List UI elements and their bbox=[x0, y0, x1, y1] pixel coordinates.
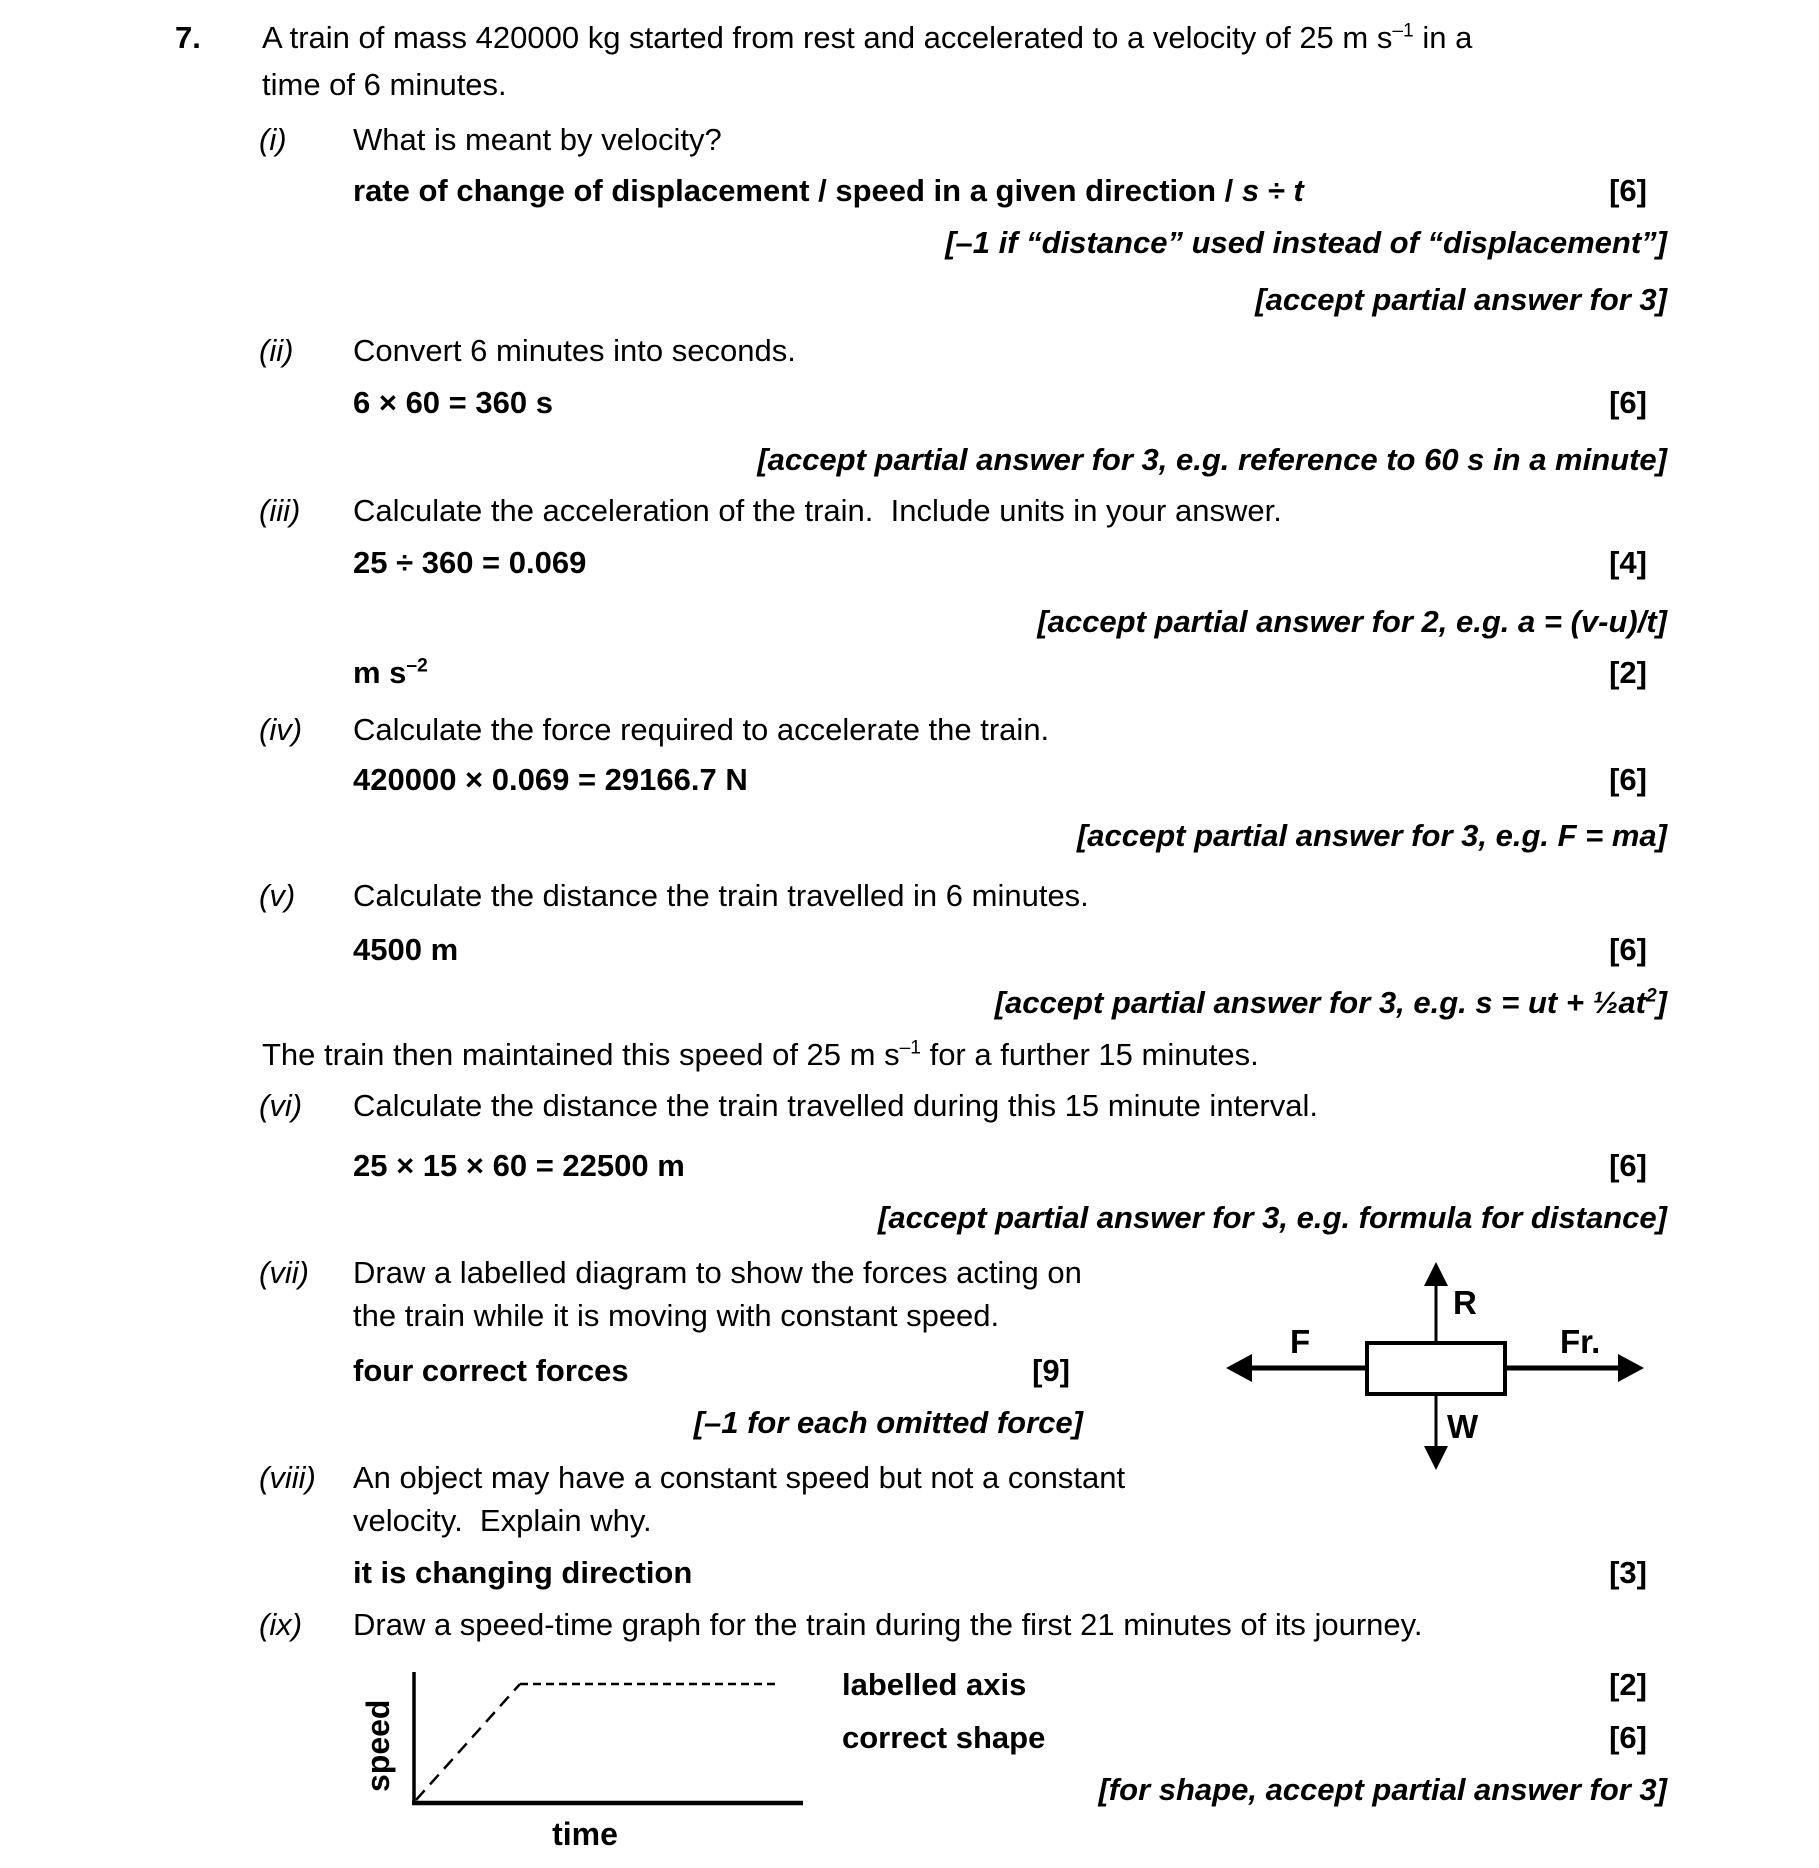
part-iv-answer: 420000 × 0.069 = 29166.7 N [6] bbox=[0, 761, 1819, 807]
part-viii-label: (viii) bbox=[259, 1460, 316, 1495]
driving-force-label: F bbox=[1290, 1323, 1311, 1360]
question-number: 7. bbox=[175, 20, 201, 55]
part-iii-note: [accept partial answer for 2, e.g. a = (v-u)/t] bbox=[1037, 604, 1667, 639]
x-axis-label: time bbox=[552, 1816, 618, 1852]
mark-badge: [6] bbox=[1609, 385, 1647, 420]
part-vi-label: (vi) bbox=[259, 1088, 303, 1123]
force-diagram-svg bbox=[1200, 1250, 1670, 1490]
question-intro-line1 bbox=[0, 19, 1819, 65]
part-ix-note: [for shape, accept partial answer for 3] bbox=[1098, 1772, 1667, 1807]
part-ii-note: [accept partial answer for 3, e.g. reference to 60 s in a minute] bbox=[757, 442, 1667, 477]
part-vii-question-line2: the train while it is moving with constant speed. bbox=[353, 1298, 1000, 1333]
part-iii-answer-units: m $s^{-2}$ [2] bbox=[0, 654, 1819, 700]
part-i-question: (i) What is meant by velocity? bbox=[0, 121, 1819, 167]
part-i-note2: [accept partial answer for 3] bbox=[1255, 282, 1667, 317]
part-viii-question-line1: (viii) An object may have a constant speed but not a constant bbox=[0, 1459, 1819, 1505]
force-diagram bbox=[1200, 1250, 1670, 1490]
mark-badge: [9] bbox=[1032, 1353, 1070, 1388]
mark-badge: [6] bbox=[1609, 1148, 1647, 1183]
friction-force-label: Fr. bbox=[1560, 1323, 1601, 1360]
part-vi-note: [accept partial answer for 3, e.g. formula for distance] bbox=[878, 1200, 1667, 1235]
intro-text-line1: A train of mass 420000 kg started from rest and accelerated to a velocity of 25 m $s^{-1}$ in a bbox=[262, 20, 1473, 55]
question-intro-line2: time of 6 minutes. bbox=[262, 67, 507, 102]
part-vii-note: [–1 for each omitted force] bbox=[693, 1405, 1083, 1440]
part-vii-question-line1: (vii) Draw a labelled diagram to show the forces acting on bbox=[0, 1254, 1819, 1300]
part-i-answer: rate of change of displacement / speed in a given direction / s ÷ t [6] bbox=[0, 172, 1819, 218]
part-ix-annotation1: labelled axis [2] bbox=[0, 1666, 1819, 1712]
part-viii-answer: it is changing direction [3] bbox=[0, 1554, 1819, 1600]
formula: s ÷ t bbox=[1241, 173, 1304, 208]
up-arrow-icon bbox=[1424, 1262, 1448, 1343]
y-axis-label: speed bbox=[360, 1699, 396, 1793]
mark-badge: [6] bbox=[1609, 932, 1647, 967]
part-v-label: (v) bbox=[259, 878, 296, 913]
part-iii-label: (iii) bbox=[259, 493, 301, 528]
mark-badge: [6] bbox=[1609, 762, 1647, 797]
part-ix-annotation2: correct shape [6] bbox=[0, 1719, 1819, 1765]
part-iii-answer: 25 ÷ 360 = 0.069 [4] bbox=[0, 544, 1819, 590]
part-v-note: [accept partial answer for 3, e.g. s = ut + $\frac{1}{2}at^2$] bbox=[994, 985, 1667, 1020]
part-vii-label: (vii) bbox=[259, 1255, 309, 1290]
mark-badge: [3] bbox=[1609, 1555, 1647, 1590]
part-vii-answer: four correct forces [9] bbox=[0, 1352, 1819, 1398]
part-ii-answer: 6 × 60 = 360 s [6] bbox=[0, 384, 1819, 430]
mark-badge: [6] bbox=[1609, 1720, 1647, 1755]
part-i-label: (i) bbox=[259, 122, 287, 157]
part-iv-label: (iv) bbox=[259, 712, 303, 747]
mark-badge: [6] bbox=[1609, 173, 1647, 208]
mark-badge: [2] bbox=[1609, 1667, 1647, 1702]
part-iii-question: (iii) Calculate the acceleration of the train. Include units in your answer. bbox=[0, 492, 1819, 538]
mark-badge: [4] bbox=[1609, 545, 1647, 580]
part-v-answer: 4500 m [6] bbox=[0, 931, 1819, 977]
part-ix-question: (ix) Draw a speed-time graph for the train during the first 21 minutes of its journey. bbox=[0, 1606, 1819, 1652]
train-box bbox=[1367, 1343, 1505, 1394]
part-ix-label: (ix) bbox=[259, 1607, 303, 1642]
part-ii-question: (ii) Convert 6 minutes into seconds. bbox=[0, 332, 1819, 378]
graph-ramp-line bbox=[416, 1684, 520, 1800]
part-vi-question: (vi) Calculate the distance the train travelled during this 15 minute interval. bbox=[0, 1087, 1819, 1133]
speed-time-graph bbox=[340, 1660, 860, 1868]
part-i-note1: [–1 if “distance” used instead of “displacement”] bbox=[945, 225, 1667, 260]
part-iv-note: [accept partial answer for 3, e.g. F = ma] bbox=[1076, 818, 1667, 853]
part-vi-answer: 25 × 15 × 60 = 22500 m [6] bbox=[0, 1147, 1819, 1193]
part-v-question: (v) Calculate the distance the train travelled in 6 minutes. bbox=[0, 877, 1819, 923]
weight-force-label: W bbox=[1447, 1408, 1479, 1445]
part-iv-question: (iv) Calculate the force required to accelerate the train. bbox=[0, 711, 1819, 757]
mark-badge: [2] bbox=[1609, 655, 1647, 690]
part-viii-question-line2: velocity. Explain why. bbox=[353, 1503, 652, 1538]
reaction-force-label: R bbox=[1453, 1284, 1477, 1321]
question-interlude: The train then maintained this speed of 25 m $s^{-1}$ for a further 15 minutes. bbox=[262, 1037, 1259, 1072]
part-ii-label: (ii) bbox=[259, 333, 294, 368]
